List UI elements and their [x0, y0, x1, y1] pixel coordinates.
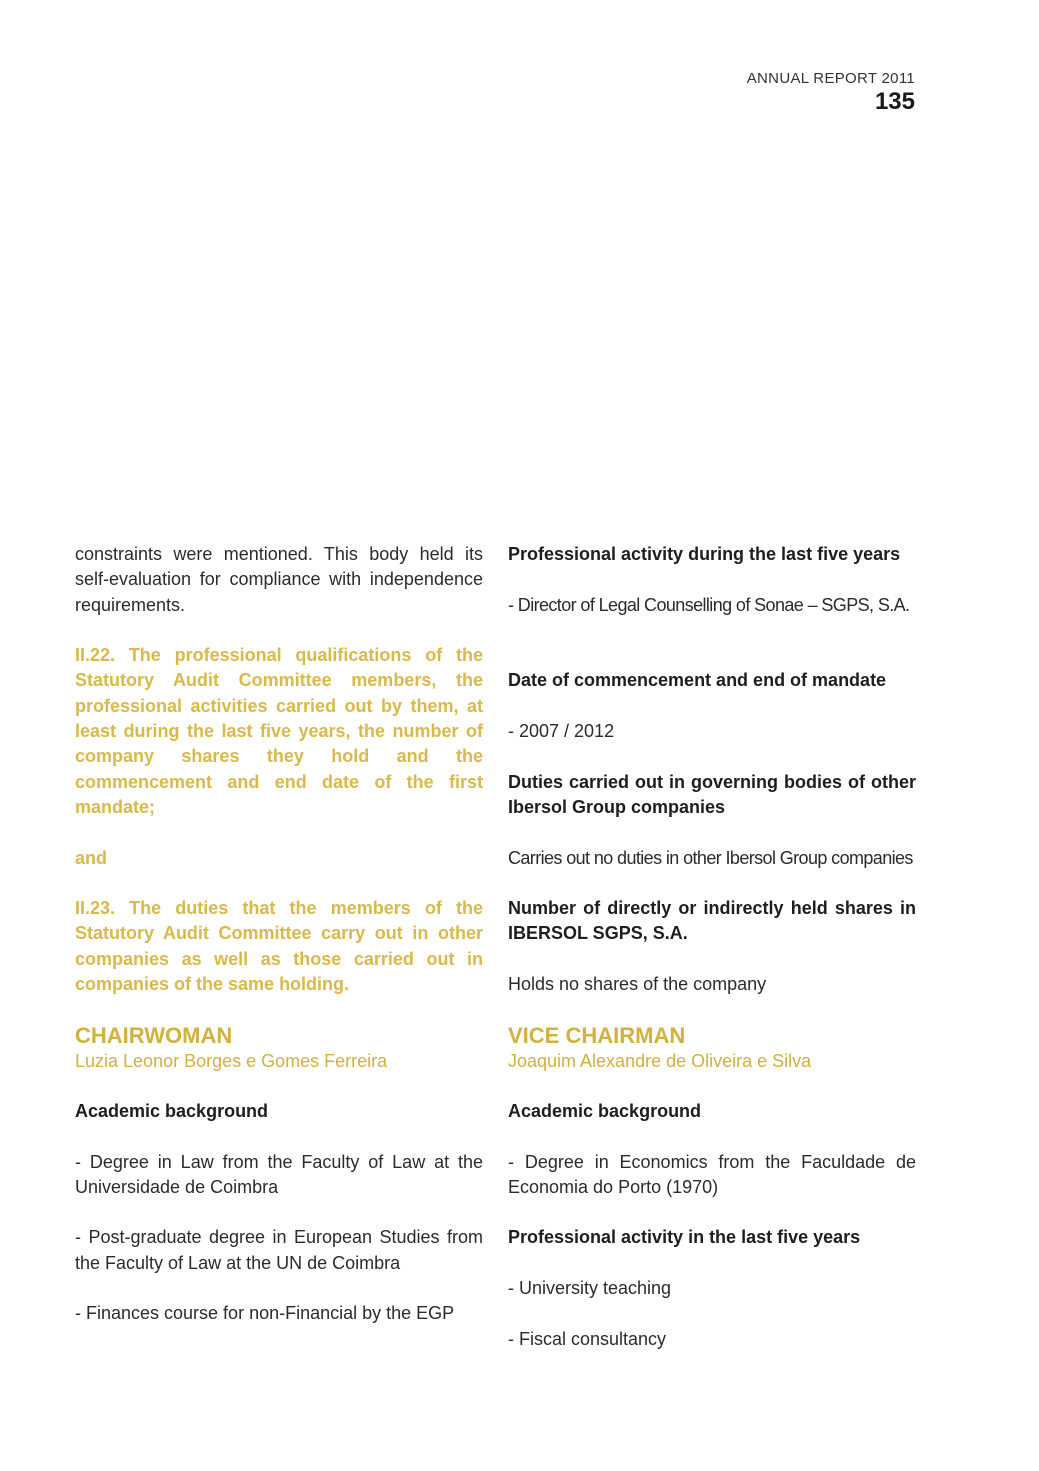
right-column	[508, 542, 916, 1377]
section-heading-2-22: II.22. The professional qualifications of the Statutory Audit Committee members, the professional activities carried out by them, at least during the last five years, the number of company shares they hold and the commencement and end date of the first mandate;	[75, 645, 483, 817]
vice-chairman-name: Joaquim Alexandre de Oliveira e Silva	[508, 1050, 812, 1071]
chairwoman-degree: - Post-graduate degree in European Studies from the Faculty of Law at the UN de Coimbra	[75, 1227, 483, 1273]
duties-value: Carries out no duties in other Ibersol Group companies	[508, 847, 913, 868]
vice-chairman-activity: - Fiscal consultancy	[508, 1328, 667, 1349]
duties-heading: Duties carried out in governing bodies of other Ibersol Group companies	[508, 771, 916, 817]
section-heading-2-23: II.23. The duties that the members of the Statutory Audit Committee carry out in other companies as well as those carried out in companies of the same holding.	[75, 898, 483, 995]
professional-activity-item: - Director of Legal Counselling of Sonae – SGPS, S.A.	[508, 594, 910, 615]
chairwoman-degree: - Finances course for non-Financial by the EGP	[75, 1303, 455, 1324]
shares-value: Holds no shares of the company	[508, 974, 767, 995]
chairwoman-block	[75, 1023, 483, 1327]
vice-chairman-degree: - Degree in Economics from the Faculdade de Economia do Porto (1970)	[508, 1151, 916, 1197]
mandate-value: - 2007 / 2012	[508, 721, 615, 742]
section-conjunction: and	[75, 847, 108, 868]
vice-chairman-block	[508, 1023, 916, 1352]
chairwoman-academic-heading: Academic background	[75, 1100, 269, 1121]
vice-chairman-professional-heading: Professional activity in the last five years	[508, 1227, 861, 1248]
chairwoman-degree: - Degree in Law from the Faculty of Law at the Universidade de Coimbra	[75, 1151, 483, 1197]
chairwoman-name: Luzia Leonor Borges e Gomes Ferreira	[75, 1050, 388, 1071]
intro-paragraph: constraints were mentioned. This body held its self-evaluation for compliance with independence requirements.	[75, 544, 483, 615]
page-number: 135	[874, 88, 915, 115]
chairwoman-title: CHAIRWOMAN	[75, 1022, 233, 1048]
report-title: ANNUAL REPORT 2011	[746, 70, 915, 87]
mandate-heading: Date of commencement and end of mandate	[508, 670, 887, 691]
left-column	[75, 542, 483, 1352]
professional-activity-heading: Professional activity during the last five years	[508, 544, 901, 564]
vice-chairman-activity: - University teaching	[508, 1278, 672, 1299]
vice-chairman-academic-heading: Academic background	[508, 1100, 702, 1121]
page-header	[747, 70, 915, 116]
vice-chairman-title: VICE CHAIRMAN	[508, 1022, 686, 1048]
shares-heading: Number of directly or indirectly held shares in IBERSOL SGPS, S.A.	[508, 898, 916, 944]
